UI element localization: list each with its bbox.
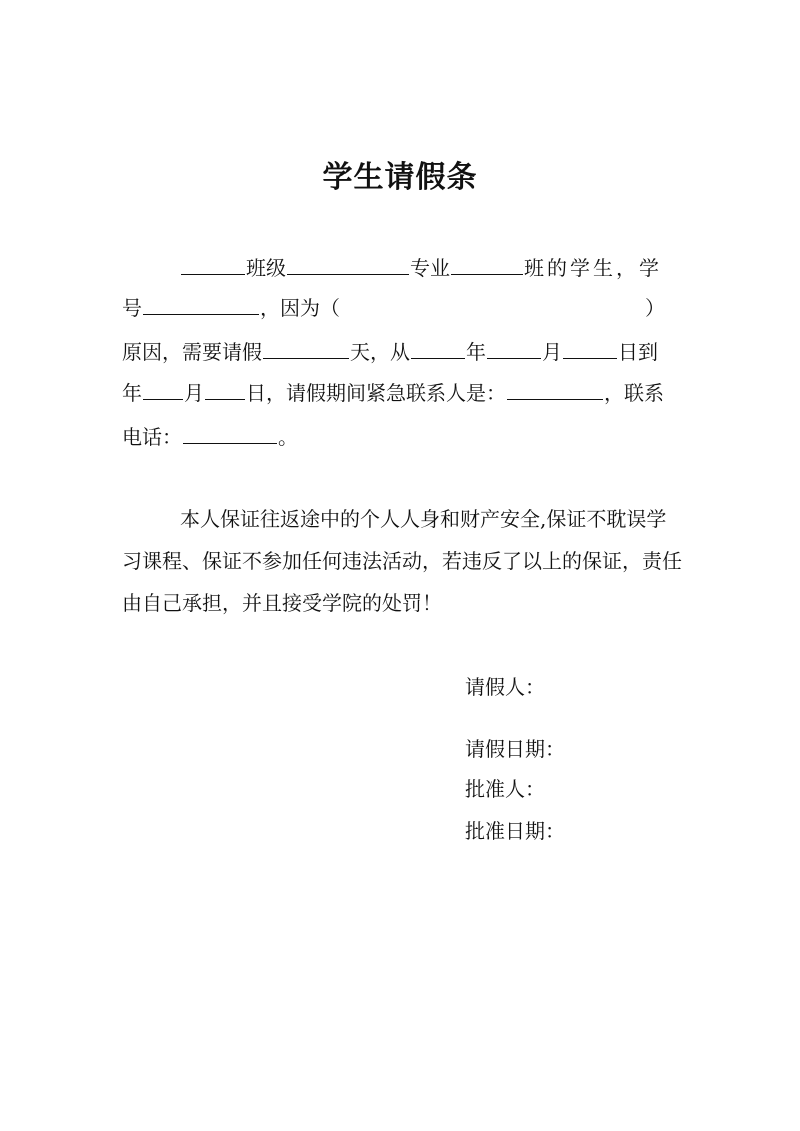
student-label: 班的学生，学 (524, 256, 662, 280)
phone-blank[interactable] (183, 421, 277, 444)
pledge-text: 由自己承担，并且接受学院的处罚！ (122, 591, 442, 615)
month-label: 月 (542, 340, 562, 364)
from-month-blank[interactable] (487, 336, 541, 359)
phone-label: 电话： (122, 425, 182, 449)
major-label: 专业 (410, 256, 450, 280)
form-line-1 (122, 252, 680, 282)
class-blank[interactable] (287, 252, 409, 275)
pledge-text: 本人保证往返途中的个人人身和财产安全,保证不耽误学 (180, 507, 667, 531)
approve-date-label: 批准日期： (465, 819, 565, 843)
reason-label: ，因为（ (260, 296, 340, 320)
form-line-3 (122, 336, 680, 366)
days-blank[interactable] (263, 336, 349, 359)
number-label: 号 (122, 296, 142, 320)
applicant-label: 请假人： (465, 675, 545, 699)
leave-date-label: 请假日期： (465, 737, 565, 761)
pledge-text: 习课程、保证不参加任何违法活动，若违反了以上的保证，责任 (122, 549, 682, 573)
from-label: 天，从 (350, 340, 410, 364)
to-month-blank[interactable] (143, 377, 183, 400)
year-label: 年 (122, 381, 142, 405)
form-line-5 (122, 421, 680, 451)
day-to-label: 日到 (618, 340, 658, 364)
year-label: 年 (466, 340, 486, 364)
approver-label: 批准人： (465, 777, 545, 801)
emergency-contact-label: 日，请假期间紧急联系人是： (246, 381, 506, 405)
name-blank[interactable] (181, 252, 245, 275)
emergency-contact-blank[interactable] (507, 377, 603, 400)
leave-days-label: 原因，需要请假 (122, 340, 262, 364)
document-title: 学生请假条 (322, 160, 478, 195)
form-line-2 (122, 292, 680, 322)
major-blank[interactable] (451, 252, 523, 275)
pledge-line-3 (122, 588, 680, 618)
pledge-line-1 (122, 504, 680, 534)
period-mark: 。 (278, 425, 298, 449)
form-line-4 (122, 377, 680, 407)
from-year-blank[interactable] (411, 336, 465, 359)
month-label: 月 (184, 381, 204, 405)
from-day-blank[interactable] (563, 336, 617, 359)
form-line-1-content (122, 252, 662, 282)
student-id-blank[interactable] (143, 292, 259, 315)
contact-label: ，联系 (604, 381, 664, 405)
class-label: 班级 (246, 256, 286, 280)
to-day-blank[interactable] (205, 377, 245, 400)
reason-close-paren: ） (645, 296, 665, 320)
pledge-line-2 (122, 546, 680, 576)
